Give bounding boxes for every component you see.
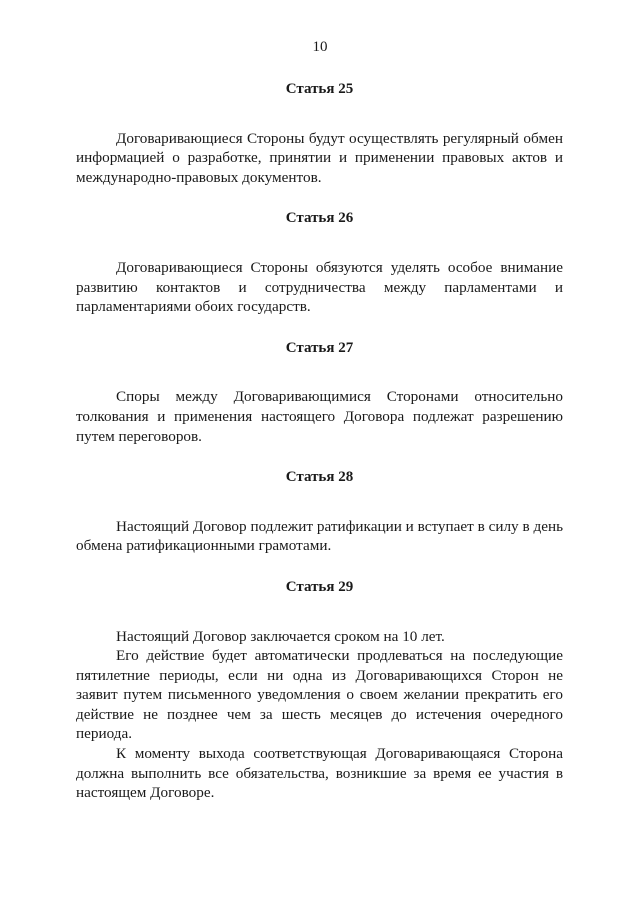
article-paragraph: Договаривающиеся Стороны будут осуществлять регулярный обмен информацией о разработке, принятии и применении правовых актов и международно-правовых документов.	[76, 129, 563, 186]
article-26	[76, 209, 563, 316]
article-paragraph: Настоящий Договор заключается сроком на 10 лет.	[116, 627, 445, 645]
article-title: Статья 29	[285, 578, 354, 595]
article-title: Статья 25	[285, 81, 354, 97]
article-title: Статья 27	[285, 339, 354, 356]
article-paragraph: Его действие будет автоматически продлеваться на последующие пятилетние периоды, если ни одна из Договаривающихся Сторон не заявит путем письменного уведомления о своем желании прекратить его действие не позднее чем за шесть месяцев до истечения очередного периода.	[76, 647, 563, 743]
article-25	[76, 80, 563, 187]
article-28	[76, 468, 563, 556]
document-body	[76, 80, 563, 803]
article-paragraph: Споры между Договаривающимися Сторонами относительно толкования и применения настоящего Договора подлежат разрешению путем переговоров.	[76, 388, 563, 445]
article-title: Статья 26	[285, 210, 354, 227]
article-27	[76, 339, 563, 446]
article-29	[76, 578, 563, 803]
article-paragraph: Договаривающиеся Стороны обязуются уделять особое внимание развитию контактов и сотрудничества между парламентами и парламентариями обоих государств.	[76, 258, 563, 316]
page-number: 10	[312, 39, 328, 55]
article-title: Статья 28	[285, 469, 354, 486]
article-paragraph: К моменту выхода соответствующая Договаривающаяся Сторона должна выполнить все обязательства, возникшие за время ее участия в настоящем Договоре.	[76, 745, 563, 802]
article-paragraph: Настоящий Договор подлежит ратификации и вступает в силу в день обмена ратификационными грамотами.	[76, 517, 563, 555]
